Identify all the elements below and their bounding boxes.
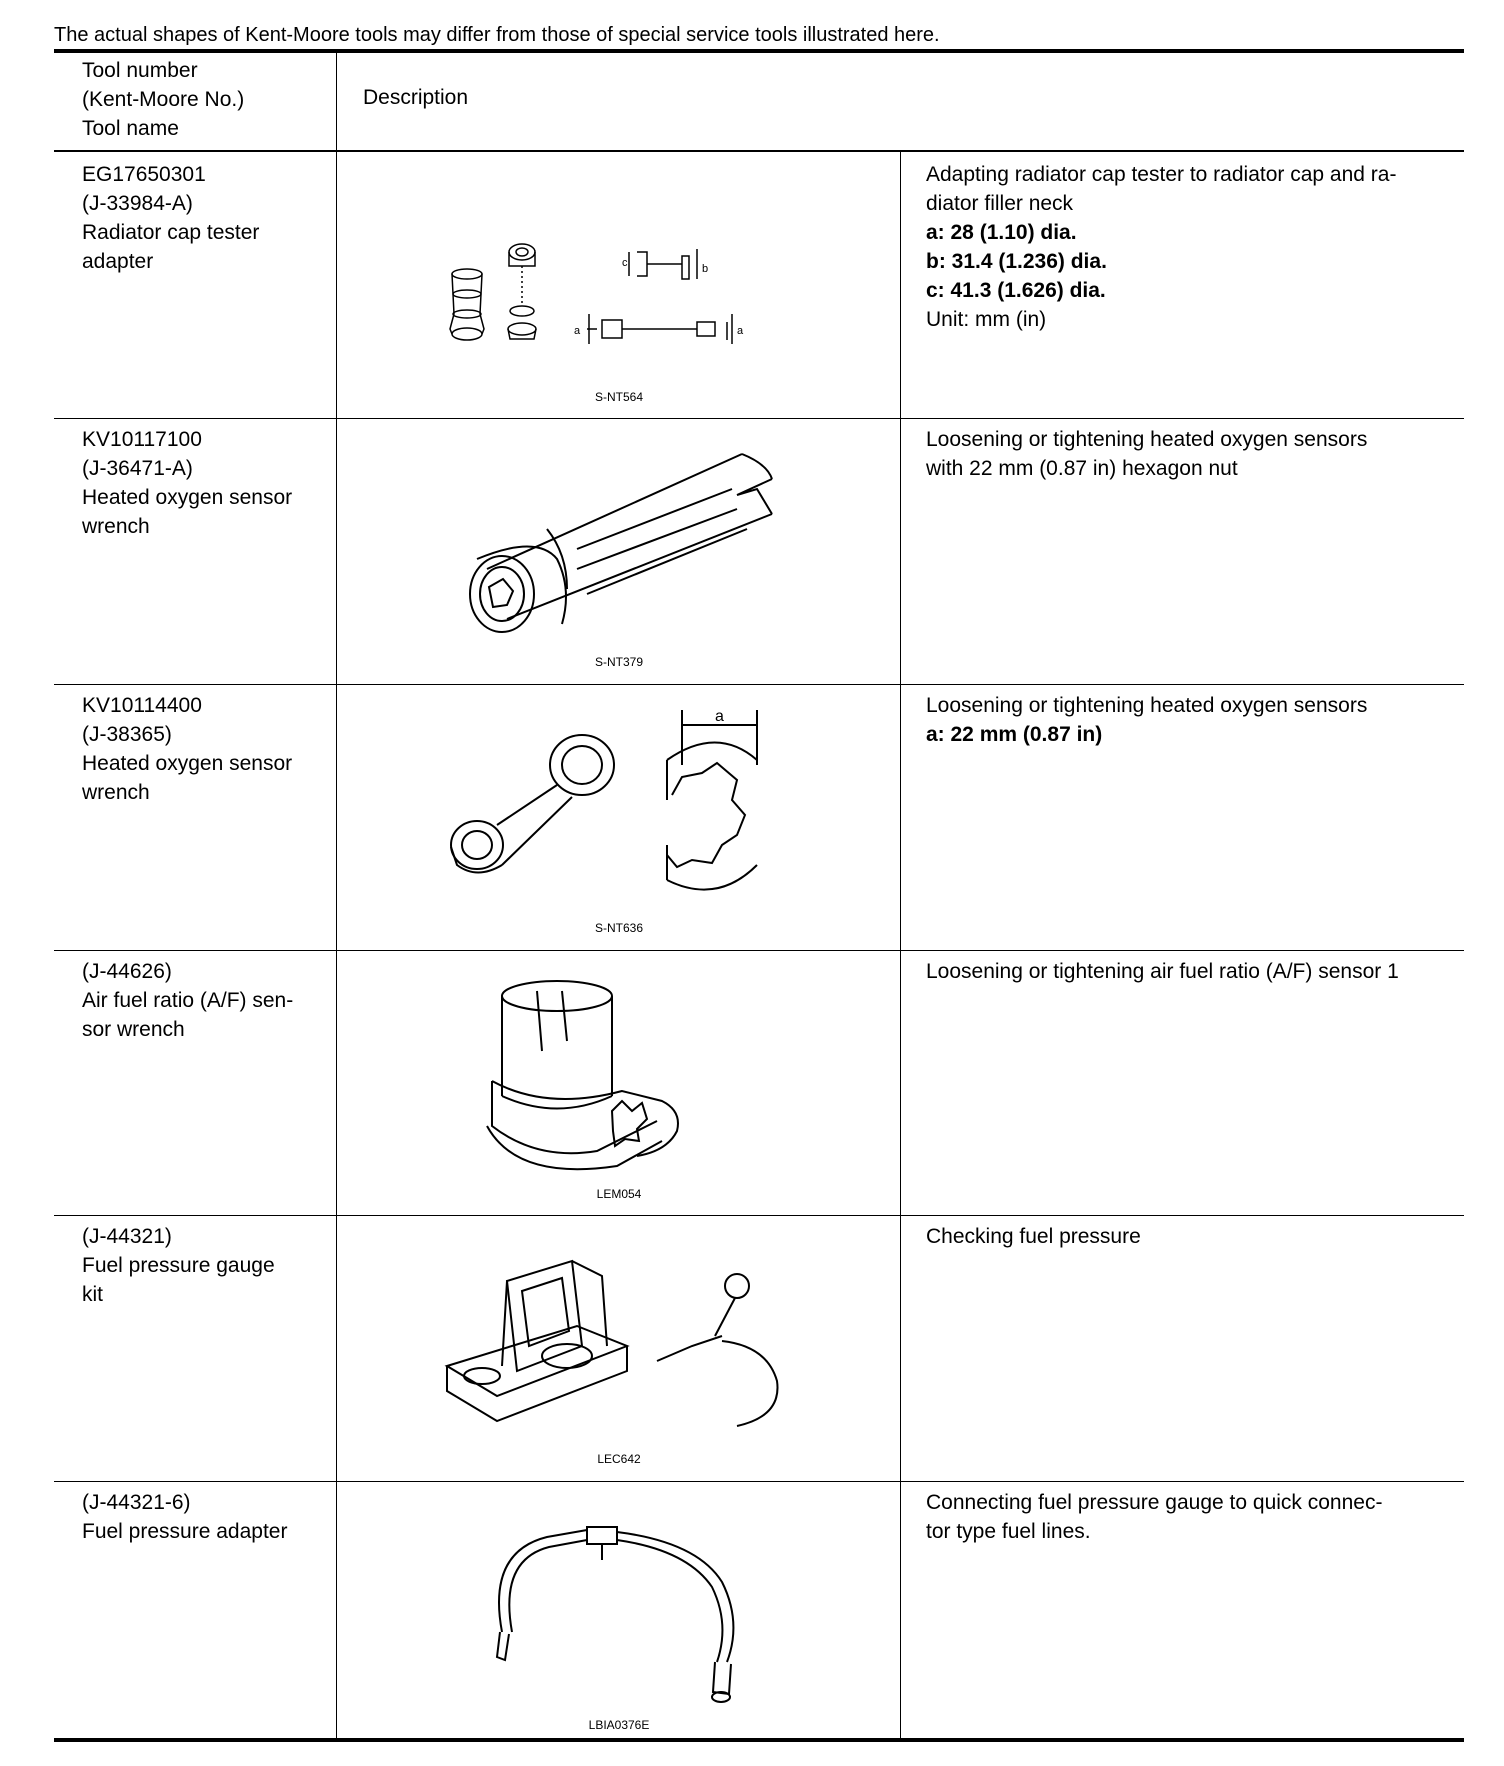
tool-line: EG17650301 <box>82 163 206 186</box>
tool-line: Fuel pressure adapter <box>82 1520 288 1543</box>
table-row <box>54 951 1464 1215</box>
tool-line: (J-38365) <box>82 723 172 746</box>
illustration-cell <box>337 951 901 1215</box>
tool-line: (J-36471-A) <box>82 457 193 480</box>
description-line: Checking fuel pressure <box>926 1225 1141 1248</box>
tool-cell <box>82 425 372 541</box>
table-top-rule <box>54 49 1464 53</box>
description-line: Loosening or tightening heated oxygen sensors <box>926 428 1368 451</box>
header-tool-column <box>82 56 244 143</box>
figure-code: S-NT379 <box>594 655 644 669</box>
table-row <box>54 685 1464 949</box>
tool-cell <box>82 1488 372 1546</box>
header-tool-line: Tool name <box>82 117 179 140</box>
figure-code: LEM054 <box>596 1187 642 1201</box>
description-line: Adapting radiator cap tester to radiator cap and ra- <box>926 163 1397 186</box>
figure-code: S-NT564 <box>594 390 644 404</box>
illustration-cell <box>337 1482 901 1746</box>
figure-code: LBIA0376E <box>588 1718 650 1732</box>
dim-label-a: a <box>737 325 744 337</box>
description-line: Loosening or tightening heated oxygen sensors <box>926 694 1368 717</box>
description-cell <box>926 691 1456 749</box>
tool-cell <box>82 160 372 276</box>
tool-line: (J-44626) <box>82 960 172 983</box>
tool-line: kit <box>82 1283 103 1306</box>
tool-line: Heated oxygen sensor <box>82 486 293 509</box>
description-cell <box>926 957 1456 986</box>
table-row <box>54 154 1464 418</box>
tool-line: sor wrench <box>82 1018 185 1041</box>
dim-label-a: a <box>574 325 581 337</box>
tool-line: Heated oxygen sensor <box>82 752 293 775</box>
header-rule <box>54 150 1464 152</box>
tool-cell <box>82 1222 372 1309</box>
description-cell <box>926 1488 1456 1546</box>
af-sensor-wrench-illustration <box>337 951 901 1215</box>
illustration-cell <box>337 419 901 683</box>
table-row <box>54 1482 1464 1746</box>
page-note: The actual shapes of Kent-Moore tools may differ from those of special service tools illustrated here. <box>54 24 940 46</box>
tool-cell <box>82 957 372 1044</box>
tool-line: Air fuel ratio (A/F) sen- <box>82 989 294 1012</box>
figure-code: LEC642 <box>597 1452 641 1466</box>
tool-cell <box>82 691 372 807</box>
illustration-cell <box>337 1216 901 1480</box>
description-cell <box>926 1222 1456 1251</box>
tool-line: KV10117100 <box>82 428 202 451</box>
box-wrench-illustration <box>337 685 901 949</box>
tool-line: (J-44321-6) <box>82 1491 191 1514</box>
tool-line: Fuel pressure gauge <box>82 1254 275 1277</box>
tool-line: adapter <box>82 250 154 273</box>
fuel-pressure-adapter-illustration <box>337 1482 901 1746</box>
table-row <box>54 419 1464 683</box>
description-line: diator filler neck <box>926 192 1074 215</box>
radiator-cap-adapter-illustration <box>337 154 901 418</box>
dimension-line: b: 31.4 (1.236) dia. <box>926 250 1107 273</box>
dimension-line: a: 22 mm (0.87 in) <box>926 723 1103 746</box>
description-cell <box>926 160 1456 334</box>
description-cell <box>926 425 1456 483</box>
header-tool-line: (Kent-Moore No.) <box>82 88 245 111</box>
tool-line: wrench <box>82 515 150 538</box>
illustration-cell <box>337 685 901 949</box>
figure-code: S-NT636 <box>594 921 644 935</box>
illustration-cell <box>337 154 901 418</box>
dim-label-c: c <box>622 257 628 269</box>
description-line: Connecting fuel pressure gauge to quick connec- <box>926 1491 1383 1514</box>
dim-label-b: b <box>702 263 709 275</box>
dimension-line: c: 41.3 (1.626) dia. <box>926 279 1106 302</box>
fuel-gauge-kit-illustration <box>337 1216 901 1480</box>
header-tool-line: Tool number <box>82 59 198 82</box>
unit-line: Unit: mm (in) <box>926 308 1047 331</box>
tool-line: KV10114400 <box>82 694 202 717</box>
tool-line: (J-33984-A) <box>82 192 193 215</box>
tool-line: wrench <box>82 781 150 804</box>
table-row <box>54 1216 1464 1480</box>
description-line: Loosening or tightening air fuel ratio (A/F) sensor 1 <box>926 960 1399 983</box>
dim-label-a: a <box>715 708 724 725</box>
description-line: tor type fuel lines. <box>926 1520 1091 1543</box>
oxygen-sensor-socket-illustration <box>337 419 901 683</box>
tool-line: (J-44321) <box>82 1225 172 1248</box>
header-description: Description <box>363 86 469 109</box>
tool-line: Radiator cap tester <box>82 221 260 244</box>
dimension-line: a: 28 (1.10) dia. <box>926 221 1077 244</box>
description-line: with 22 mm (0.87 in) hexagon nut <box>926 457 1238 480</box>
